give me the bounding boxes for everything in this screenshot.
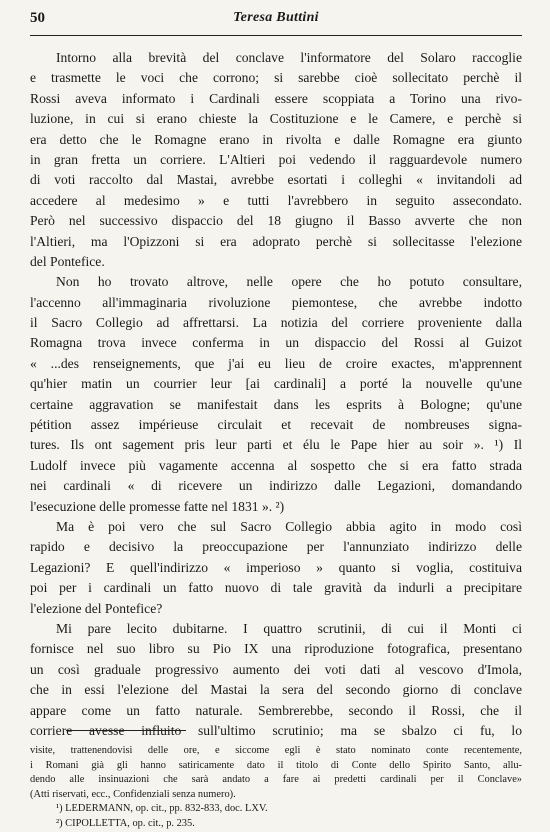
text-line: poi per i cardinali un fatto nuovo di tale gravità da indurli a precipitare <box>30 580 522 596</box>
text-line: corriere avesse influito sull'ultimo scrutinio; ma se sbalzo ci fu, lo <box>30 722 522 738</box>
text-line: e trasmette le voci che corrono; si sarebbe cioè sollecitato perchè il <box>30 70 522 86</box>
text-line: appare come un fatto naturale. Sembrerebbe, secondo il Rossi, che il <box>30 702 522 718</box>
text-line: Romagna trova invece conferma in un dispaccio del Rossi al Guizot <box>30 335 522 351</box>
text-line: Legazioni? E quell'indirizzo « imperioso » quanto si voglia, costituiva <box>30 559 522 575</box>
text-line: rapido e decisivo la preoccupazione per l'annunziato indirizzo delle <box>30 539 522 555</box>
page-number: 50 <box>30 10 45 26</box>
book-page <box>30 8 522 829</box>
running-head: Teresa Buttini <box>233 10 319 25</box>
text-line: fornisce nel suo libro su Pio IX una riproduzione fotografica, presentano <box>30 641 522 657</box>
text-line: Ma è poi vero che sul Sacro Collegio abbia agito in modo così <box>56 518 522 534</box>
header-rule <box>30 35 522 36</box>
text-line: il Sacro Collegio ad affrettarsi. La notizia del corriere proveniente dalla <box>30 315 522 331</box>
text-line: Rossi aveva informato i Cardinali essere scoppiata a Torino una rivo- <box>30 90 522 106</box>
text-line: pétition assez impérieuse circulait et recevait de nombreuses signa- <box>30 417 522 433</box>
text-line: Mi pare lecito dubitarne. I quattro scrutinii, di cui il Monti ci <box>56 620 522 636</box>
footnote-rule <box>66 730 186 731</box>
text-line: certaine aggravation se manifestait dans les esprits à Bologne; qu'une <box>30 396 522 412</box>
footnote-line: visite, trattenendovisi delle ore, e siccome egli è stato nominato conte recentemente, <box>30 745 522 756</box>
text-line: l'accenno all'immaginaria rivoluzione piemontese, che avrebbe indotto <box>30 294 522 310</box>
text-line: era detto che le Romagne erano in rivolta e dalle Romagne era giunto <box>30 131 522 147</box>
text-line: l'elezione del Pontefice? <box>30 600 163 616</box>
text-line: nei cardinali « di ricevere un indirizzo dalle Legazioni, domandando <box>30 478 522 494</box>
text-line: l'esecuzione delle promesse fatte nel 1831 ». ²) <box>30 498 285 514</box>
footnote-2: ²) CIPOLLETTA, op. cit., p. 235. <box>56 817 195 829</box>
text-line: Intorno alla brevità del conclave l'informatore del Solaro raccoglie <box>56 50 522 65</box>
text-line: del Pontefice. <box>30 253 105 269</box>
text-line: accedere al medesimo » e tutti l'avrebbero in seguito assecondato. <box>30 192 522 208</box>
body-text <box>30 48 522 741</box>
footnotes <box>30 744 522 832</box>
footnote-line: dendo alle insinuazioni che sarà andato a fare ai predetti cardinali per il Conclave» <box>30 774 522 786</box>
text-line: Però nel successivo dispaccio del 18 giugno il Basso avverte che non <box>30 213 522 229</box>
text-line: l'Altieri, ma l'Opizzoni si era adoprato perchè si sollecitasse l'elezione <box>30 233 522 249</box>
text-line: in gran fretta un corriere. L'Altieri poi vedendo il ragguardevole numero <box>30 151 522 167</box>
footnote-1: ¹) LEDERMANN, op. cit., pp. 832-833, doc. LXV. <box>56 803 268 815</box>
text-line: luzione, in cui si erano chieste la Costituzione e le Camere, e perchè si <box>30 111 522 127</box>
text-line: tures. Ils ont sagement pris leur parti et élu le Pape hier au soir ». ¹) Il <box>30 437 522 453</box>
footnote-line: i Romani già gli hanno satiricamente dato il titolo di Conte dello Spirito Santo, allu- <box>30 759 522 771</box>
text-line: qu'hier matin un courrier leur [ai cardinali] a porté la nouvelle qu'une <box>30 376 522 392</box>
footnote-line: (Atti riservati, ecc., Confidenziali senza numero). <box>30 788 236 800</box>
text-line: di voti raccolto dal Mastai, avrebbe esortati i colleghi « invitandoli ad <box>30 172 522 188</box>
page-header <box>30 8 522 30</box>
text-line: che in essi l'elezione del Mastai la sera del secondo giorno di conclave <box>30 682 522 698</box>
text-line: Non ho trovato altrove, nelle opere che ho potuto consultare, <box>56 274 522 290</box>
text-line: un così graduale progressivo aumento dei voti dati al vescovo d'Imola, <box>30 661 522 677</box>
text-line: « ...des renseignements, que j'ai eu lieu de croire exactes, m'apprennent <box>30 355 522 371</box>
text-line: Ludolf invece più vagamente accenna al sospetto che si era fatto strada <box>30 457 522 473</box>
